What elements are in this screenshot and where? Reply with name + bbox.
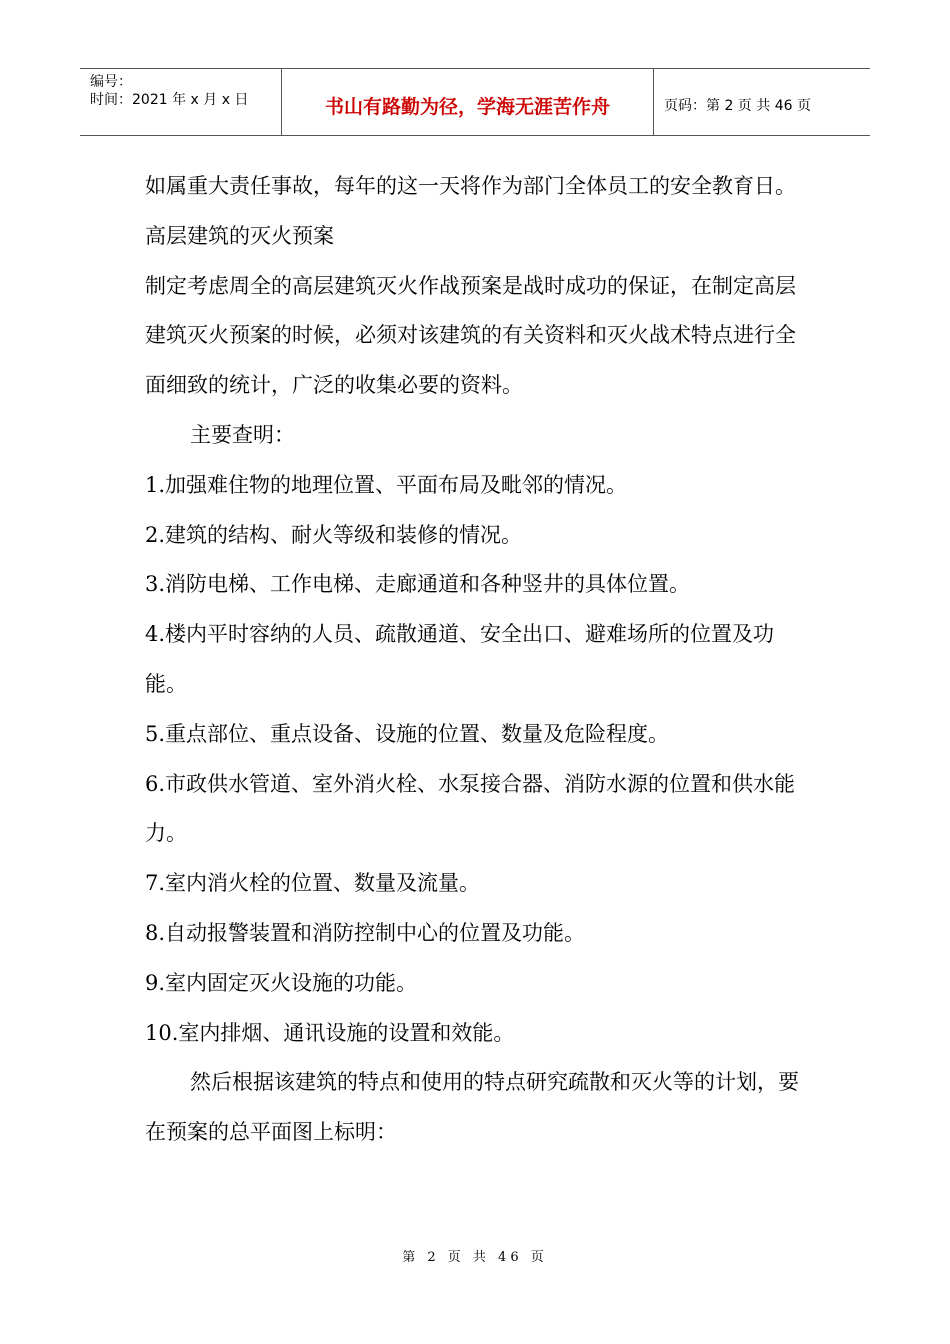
header-page-info: 页码：第 2 页 共 46 页 [664,98,811,114]
document-number-label: 编号： [90,74,132,90]
document-body [145,162,815,1158]
list-item: 7.室内消火栓的位置、数量及流量。 [145,871,481,896]
document-date-label: 时间：2021 年 x 月 x 日 [90,92,249,108]
list-item: 4.楼内平时容纳的人员、疏散通道、安全出口、避难场所的位置及功能。 [145,622,775,696]
list-item: 2.建筑的结构、耐火等级和装修的情况。 [145,522,523,547]
header-motto: 书山有路勤为径，学海无涯苦作舟 [282,69,654,135]
paragraph: 然后根据该建筑的特点和使用的特点研究疏散和灭火等的计划，要在预案的总平面图上标明： [145,1070,799,1145]
paragraph: 制定考虑周全的高层建筑灭火作战预案是战时成功的保证，在制定高层建筑灭火预案的时候，必须对该建筑的有关资料和灭火战术特点进行全面细致的统计，广泛的收集必要的资料。 [145,273,796,398]
list-item: 1.加强难住物的地理位置、平面布局及毗邻的情况。 [145,472,628,497]
header-meta-cell [80,69,282,135]
section-heading: 高层建筑的灭火预案 [145,223,334,248]
list-item: 5.重点部位、重点设备、设施的位置、数量及危险程度。 [145,721,670,746]
page-footer: 第 2 页 共 46 页 [402,1250,548,1265]
paragraph: 如属重大责任事故，每年的这一天将作为部门全体员工的安全教育日。 [145,174,796,198]
list-item: 6.市政供水管道、室外消火栓、水泵接合器、消防水源的位置和供水能力。 [145,771,796,846]
list-intro: 主要查明： [190,422,295,447]
list-item: 8.自动报警装置和消防控制中心的位置及功能。 [145,920,586,945]
list-item: 9.室内固定灭火设施的功能。 [145,970,418,995]
list-item: 3.消防电梯、工作电梯、走廊通道和各种竖井的具体位置。 [145,572,691,597]
page-header [80,68,870,136]
list-item: 10.室内排烟、通讯设施的设置和效能。 [145,1020,515,1045]
